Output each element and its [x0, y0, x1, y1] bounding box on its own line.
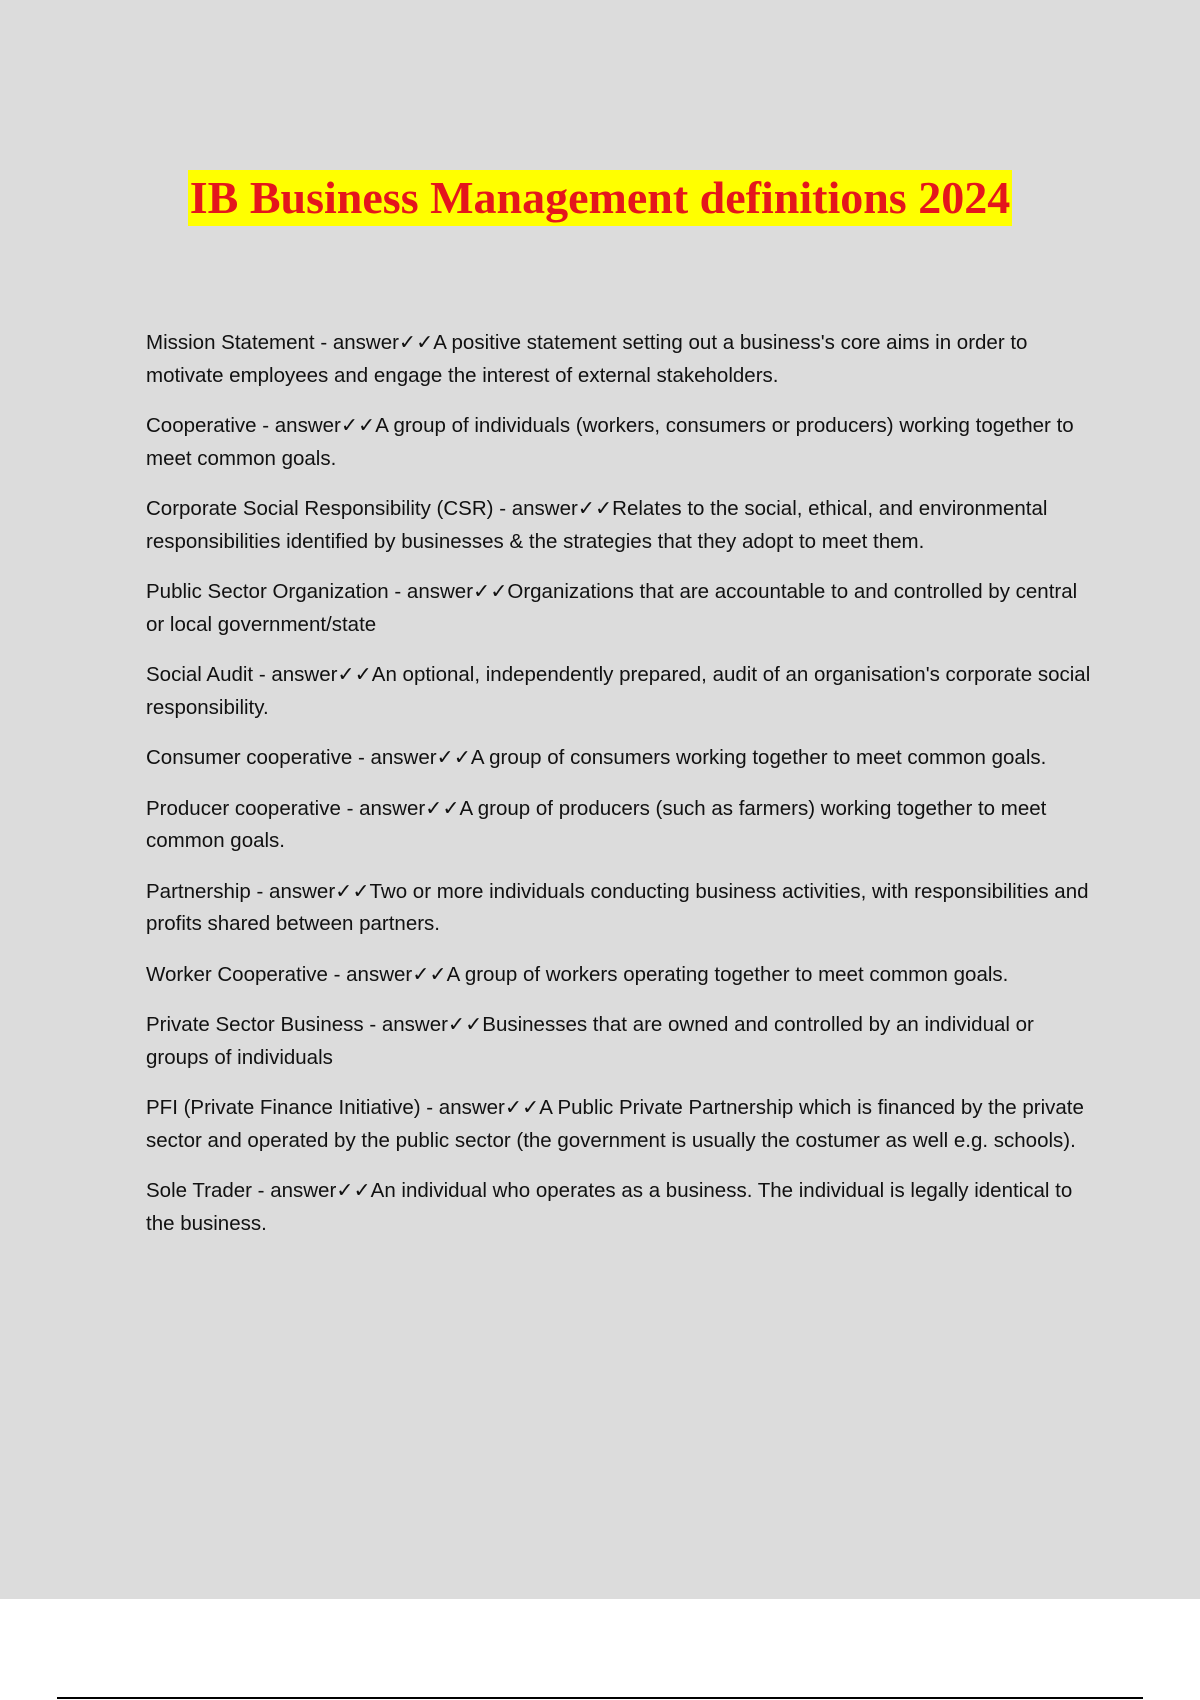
definition-entry: [146, 1009, 1096, 1074]
definition-text: Organizations that are accountable to and controlled by central or local government/state: [146, 580, 1078, 636]
definition-term: Corporate Social Responsibility (CSR): [146, 497, 494, 520]
title-container: [0, 170, 1200, 226]
definition-entry: [146, 876, 1096, 941]
footer-divider: [57, 1697, 1143, 1699]
answer-separator: - answer✓✓: [420, 1096, 540, 1119]
definition-text: An individual who operates as a business. The individual is legally identical to the business.: [146, 1179, 1073, 1235]
definition-term: Social Audit: [146, 663, 254, 686]
definition-entry: [146, 327, 1096, 392]
definition-term: Partnership: [146, 879, 251, 903]
definition-term: Worker Cooperative: [146, 962, 328, 986]
definition-entry: [146, 793, 1096, 858]
definition-text: A group of workers operating together to meet common goals.: [446, 962, 1009, 986]
answer-separator: - answer✓✓: [493, 497, 613, 520]
definition-term: Sole Trader: [146, 1179, 252, 1202]
definition-text: A positive statement setting out a business's core aims in order to motivate employees and engage the interest of external stakeholders.: [146, 331, 1028, 387]
definition-entry: [146, 959, 1096, 992]
definition-text: A group of individuals (workers, consumers or producers) working together to meet common goals.: [146, 414, 1074, 470]
definition-entry: [146, 410, 1096, 475]
definition-entry: [146, 493, 1096, 558]
document-title: IB Business Management definitions 2024: [188, 170, 1012, 226]
answer-separator: - answer✓✓: [250, 879, 370, 903]
definition-text: An optional, independently prepared, audit of an organisation's corporate social responsibility.: [146, 663, 1091, 719]
answer-separator: - answer✓✓: [363, 1013, 483, 1036]
answer-separator: - answer✓✓: [253, 663, 372, 686]
definition-entry: [146, 576, 1096, 641]
definition-term: Cooperative: [146, 414, 257, 437]
answer-separator: - answer✓✓: [256, 414, 376, 437]
definition-term: Public Sector Organization: [146, 580, 389, 603]
definition-text: Relates to the social, ethical, and environmental responsibilities identified by businesses & the strategies that they adopt to meet them.: [146, 497, 1048, 553]
answer-separator: - answer✓✓: [327, 962, 447, 986]
definition-entry: [146, 742, 1096, 775]
answer-separator: - answer✓✓: [251, 1179, 371, 1202]
definition-text: Businesses that are owned and controlled by an individual or groups of individuals: [146, 1013, 1034, 1069]
answer-separator: - answer✓✓: [352, 746, 471, 769]
definition-term: Consumer cooperative: [146, 746, 353, 769]
definition-entry: [146, 659, 1096, 724]
definition-text: A Public Private Partnership which is financed by the private sector and operated by the public sector (the government is usually the costumer as well e.g. schools).: [146, 1096, 1084, 1152]
definition-text: Two or more individuals conducting business activities, with responsibilities and profits shared between partners.: [146, 879, 1089, 935]
answer-separator: - answer✓✓: [314, 331, 434, 354]
definitions-list: [146, 327, 1096, 1258]
answer-separator: - answer✓✓: [340, 796, 460, 820]
definition-term: Producer cooperative: [146, 796, 341, 820]
definition-entry: [146, 1092, 1096, 1157]
definition-text: A group of consumers working together to meet common goals.: [470, 746, 1047, 769]
answer-separator: - answer✓✓: [388, 580, 508, 603]
definition-text: A group of producers (such as farmers) working together to meet common goals.: [146, 796, 1047, 852]
definition-term: Mission Statement: [146, 331, 315, 354]
definition-term: PFI (Private Finance Initiative): [146, 1096, 421, 1119]
definition-term: Private Sector Business: [146, 1013, 364, 1036]
definition-entry: [146, 1175, 1096, 1240]
